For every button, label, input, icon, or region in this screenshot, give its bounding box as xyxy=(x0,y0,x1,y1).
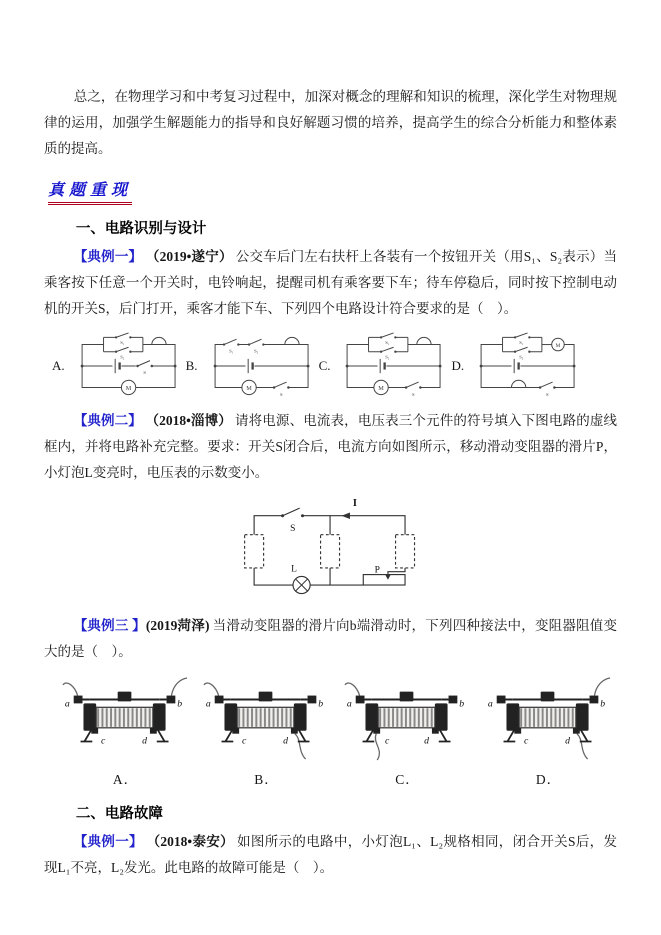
example2-source: （2018•淄博） xyxy=(145,413,232,428)
example2-tag: 【典例二】 xyxy=(73,413,142,428)
q3-option-a xyxy=(58,677,193,788)
terminal-c-label: c xyxy=(385,735,390,747)
circuit-option-d-diagram xyxy=(465,332,583,400)
example2-text: 请将电源、电流表，电压表三个元件的符号填入下图电路的虚线框内，并将电路补充完整。要求：开关S闭合后，电流方向如图所示，移动滑动变阻器的滑片P，小灯泡L变亮时，电压表的示数变小。 xyxy=(44,413,618,480)
switch-s1-label: S₁ xyxy=(119,341,125,347)
script-banner-zhenti: 真题重现 xyxy=(48,177,132,205)
switch-s2-label: S₂ xyxy=(385,355,390,361)
circuit-option-b-diagram xyxy=(199,332,317,400)
example3-source: (2019菏泽) xyxy=(145,618,210,633)
q2-lamp-label: L xyxy=(290,564,297,575)
terminal-a-label: a xyxy=(205,698,211,710)
q2-circuit-diagram xyxy=(230,492,432,604)
intro-paragraph: 总之，在物理学习和中考复习过程中，加深对概念的理解和知识的梳理，深化学生对物理规律的运用，加强学生解题能力的指导和良好解题习惯的培养，提高学生的综合分析能力和整体素质的提高。 xyxy=(44,89,617,156)
switch-s-label: S xyxy=(412,392,416,398)
switch-s-label: S xyxy=(279,392,283,398)
q1-option-d-label: D. xyxy=(451,358,465,373)
switch-s1-label: S₁ xyxy=(519,341,524,347)
q3-options-row xyxy=(58,677,617,788)
example4-tag: 【典例一】 xyxy=(73,834,143,849)
q1-options-row xyxy=(50,332,617,400)
rheostat-b-image xyxy=(200,677,333,763)
example4-source: （2018•泰安） xyxy=(146,834,235,849)
terminal-d-label: d xyxy=(565,735,571,747)
q3-option-b xyxy=(199,677,334,788)
terminal-a-label: a xyxy=(346,698,352,710)
terminal-a-label: a xyxy=(64,698,70,710)
example4-paragraph xyxy=(44,829,617,881)
switch-s2-label: S₂ xyxy=(119,355,125,361)
q2-current-label: I xyxy=(352,498,357,510)
q2-slider-label: P xyxy=(374,565,380,576)
motor-label: M xyxy=(245,384,252,392)
section2-heading: 二、电路故障 xyxy=(75,806,163,822)
section1-heading: 一、电路识别与设计 xyxy=(75,221,207,237)
example1-paragraph xyxy=(44,244,617,322)
q3-option-c xyxy=(340,677,475,788)
terminal-c-label: c xyxy=(101,735,106,747)
rheostat-c-image xyxy=(341,677,474,763)
terminal-c-label: c xyxy=(242,735,247,747)
motor-label: M xyxy=(125,384,131,392)
circuit-option-a-diagram xyxy=(66,332,184,400)
example3-tag: 【典例三 】 xyxy=(73,618,146,633)
q1-option-b-label: B. xyxy=(185,358,198,373)
q1-option-c-label: C. xyxy=(318,358,331,373)
q3-caption-d: D． xyxy=(535,772,562,787)
terminal-c-label: c xyxy=(524,735,529,747)
circuit-option-c-diagram xyxy=(331,332,449,400)
example4-text: 如图所示的电路中，小灯泡L₁、L₂规格相同，闭合开关S后，发现L₁不亮，L₂发光。此电路的故障可能是（ ）。 xyxy=(44,834,618,875)
terminal-a-label: a xyxy=(487,698,493,710)
terminal-d-label: d xyxy=(142,735,148,747)
example1-source: （2019•遂宁） xyxy=(145,249,233,264)
q2-switch-label: S xyxy=(289,523,295,534)
terminal-d-label: d xyxy=(283,735,289,747)
switch-s1-label: S₁ xyxy=(228,349,233,355)
q2-diagram-wrap xyxy=(44,492,617,609)
switch-s-label: S xyxy=(546,392,549,398)
example3-text: 当滑动变阻器的滑片向b端滑动时，下列四种接法中，变阻器阻值变大的是（ ）。 xyxy=(44,618,618,659)
q3-option-d xyxy=(481,677,616,788)
example1-tag: 【典例一】 xyxy=(73,249,143,264)
switch-s2-label: S₂ xyxy=(519,355,524,361)
motor-label: M xyxy=(555,342,561,349)
terminal-b-label: b xyxy=(177,698,183,710)
terminal-b-label: b xyxy=(600,698,606,710)
switch-s1-label: S₁ xyxy=(385,341,390,347)
terminal-d-label: d xyxy=(424,735,430,747)
banner-wrap xyxy=(44,162,617,207)
example3-paragraph xyxy=(44,613,617,665)
motor-label: M xyxy=(378,384,385,392)
q3-caption-a: A． xyxy=(112,772,139,787)
q3-caption-b: B． xyxy=(254,772,279,787)
terminal-b-label: b xyxy=(318,698,324,710)
switch-s2-label: S₂ xyxy=(253,349,258,355)
q1-option-a-label: A. xyxy=(52,358,65,373)
example1-text: 公交车后门左右扶杆上各装有一个按钮开关（用S₁、S₂表示）当乘客按下任意一个开关时，电铃响起，提醒司机有乘客要下车；待车停稳后，同时按下控制电动机的开关S，后门打开，乘客才能下车、下列四个电路设计符合要求的是（ ）。 xyxy=(44,249,618,316)
rheostat-d-image xyxy=(482,677,615,763)
rheostat-a-image xyxy=(59,677,192,763)
switch-s-label: S xyxy=(143,371,146,377)
example2-paragraph xyxy=(44,408,617,486)
terminal-b-label: b xyxy=(459,698,465,710)
q3-caption-c: C． xyxy=(395,772,420,787)
